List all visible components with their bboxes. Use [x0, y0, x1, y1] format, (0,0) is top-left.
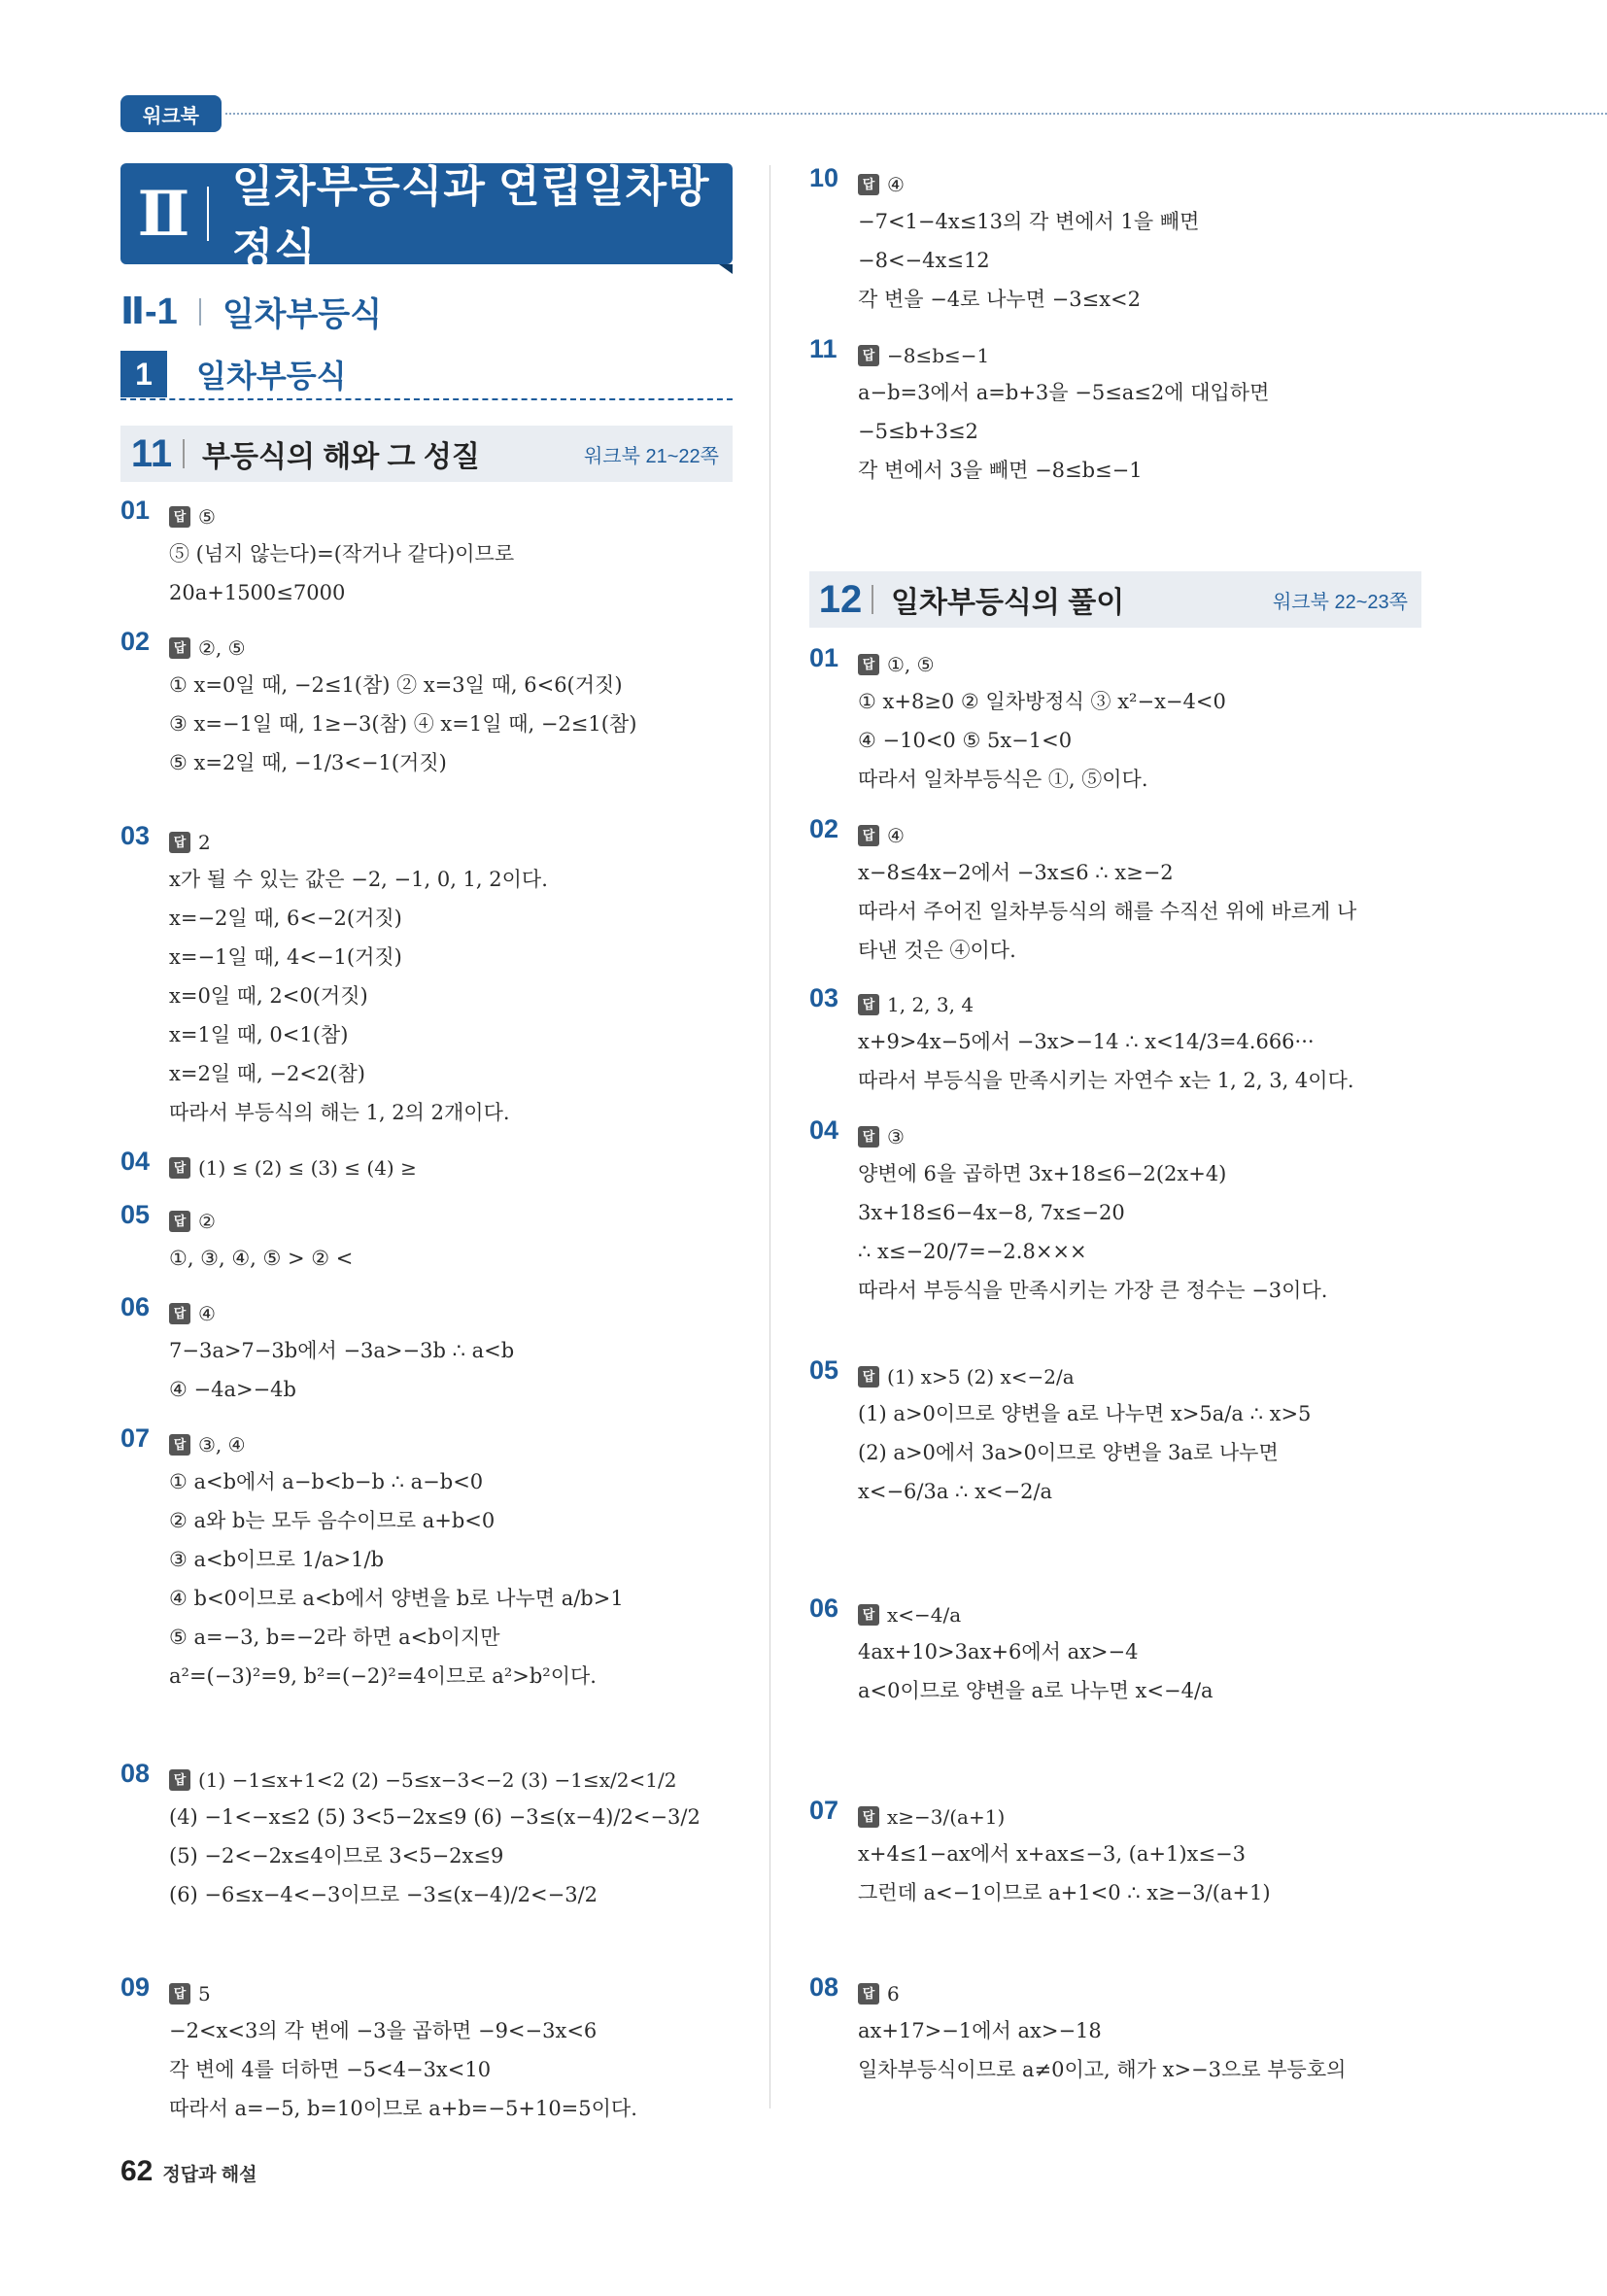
- solution-body: [169, 1239, 353, 1278]
- section-title: 일차부등식: [196, 359, 347, 394]
- answer-icon: 답: [858, 1604, 879, 1626]
- topic-pages: 워크북 22~23쪽: [1272, 591, 1408, 613]
- problem-answer: [858, 1974, 900, 2013]
- footer-label: 정답과 해설: [162, 2165, 257, 2185]
- header-dotted-line: [225, 113, 1607, 115]
- problem-answer: [169, 497, 216, 536]
- solution-line: ⑤ (넘지 않는다)=(작거나 같다)이므로: [169, 542, 515, 565]
- answer-text: (1) x>5 (2) x<−2/a: [887, 1365, 1075, 1388]
- answer-text: (1) ≤ (2) ≤ (3) ≤ (4) ≥: [198, 1156, 417, 1180]
- problem-answer: [858, 336, 989, 375]
- topic-number: 12: [818, 577, 863, 621]
- solution-line: ① x=0일 때, −2≤1(참) ② x=3일 때, 6<6(거짓): [169, 673, 623, 697]
- solution-line: x=1일 때, 0<1(참): [169, 1023, 349, 1046]
- problem-number: 10: [809, 163, 839, 192]
- solution-line: 일차부등식이므로 a≠0이고, 해가 x>−3으로 부등호의: [858, 2058, 1347, 2081]
- solution-body: [858, 1022, 1354, 1100]
- solution-line: a<0이므로 양변을 a로 나누면 x<−4/a: [858, 1679, 1214, 1702]
- problem-number: 05: [809, 1355, 839, 1385]
- header-tag: 워크북: [120, 95, 222, 132]
- problem-number: 08: [809, 1972, 839, 2002]
- answer-text: ④: [887, 824, 905, 847]
- topic-title: 일차부등식의 풀이: [891, 587, 1125, 619]
- answer-text: ④: [198, 1302, 216, 1325]
- answer-icon: 답: [858, 174, 879, 195]
- solution-line: ③ x=−1일 때, 1≥−3(참) ④ x=1일 때, −2≤1(참): [169, 712, 637, 736]
- solution-body: [169, 666, 636, 782]
- problem-answer: [858, 165, 905, 204]
- solution-body: [169, 534, 514, 612]
- answer-icon: 답: [169, 1157, 190, 1179]
- solution-line: 따라서 일차부등식은 ①, ⑤이다.: [858, 768, 1148, 791]
- problem-answer: [858, 1798, 1005, 1836]
- solution-line: 각 변에 4를 더하면 −5<4−3x<10: [169, 2058, 492, 2081]
- problem-answer: [169, 1202, 216, 1241]
- solution-line: 양변에 6을 곱하면 3x+18≤6−2(2x+4): [858, 1162, 1227, 1185]
- solution-body: [858, 1632, 1214, 1710]
- solution-line: (5) −2<−2x≤4이므로 3<5−2x≤9: [169, 1844, 504, 1868]
- solution-line: x=0일 때, 2<0(거짓): [169, 984, 368, 1008]
- answer-icon: 답: [858, 1366, 879, 1388]
- problem-number: 08: [120, 1759, 151, 1788]
- answer-text: x<−4/a: [887, 1603, 962, 1627]
- answer-text: (1) −1≤x+1<2 (2) −5≤x−3<−2 (3) −1≤x/2<1/2: [198, 1768, 677, 1792]
- solution-body: [858, 682, 1226, 799]
- problem-answer: [169, 1761, 676, 1799]
- chapter-banner: [120, 163, 733, 273]
- answer-icon: 답: [169, 1434, 190, 1456]
- solution-body: [858, 1834, 1271, 1912]
- solution-body: [169, 1462, 624, 1696]
- answer-text: 5: [198, 1982, 211, 2005]
- subchapter-number: Ⅱ-1: [120, 291, 178, 332]
- problem-number: 06: [120, 1292, 151, 1321]
- problem-answer: [169, 1294, 216, 1333]
- solution-line: ⑤ x=2일 때, −1/3<−1(거짓): [169, 751, 447, 774]
- topic-separator: [183, 439, 185, 468]
- solution-line: ① a<b에서 a−b<b−b ∴ a−b<0: [169, 1470, 484, 1493]
- solution-line: (1) a>0이므로 양변을 a로 나누면 x>5a/a ∴ x>5: [858, 1402, 1312, 1425]
- answer-icon: 답: [169, 637, 190, 659]
- answer-icon: 답: [858, 825, 879, 846]
- section-heading: [120, 350, 733, 400]
- solution-line: x=−2일 때, 6<−2(거짓): [169, 907, 402, 930]
- answer-icon: 답: [858, 654, 879, 675]
- answer-text: 6: [887, 1982, 900, 2005]
- solution-line: 따라서 a=−5, b=10이므로 a+b=−5+10=5이다.: [169, 2097, 637, 2120]
- problem-answer: [858, 1595, 961, 1634]
- solution-line: ① x+8≥0 ② 일차방정식 ③ x²−x−4<0: [858, 690, 1226, 713]
- solution-line: x−8≤4x−2에서 −3x≤6 ∴ x≥−2: [858, 861, 1174, 884]
- problem-answer: [858, 816, 905, 855]
- answer-text: ⑤: [198, 505, 216, 529]
- answer-text: ②, ⑤: [198, 636, 246, 660]
- solution-line: 4ax+10>3ax+6에서 ax>−4: [858, 1640, 1139, 1663]
- answer-text: ③: [887, 1125, 905, 1148]
- answer-text: ②: [198, 1210, 216, 1233]
- problem-number: 01: [120, 496, 151, 525]
- problem-answer: [169, 1425, 246, 1464]
- problem-number: 04: [120, 1147, 151, 1176]
- problem-answer: [858, 1117, 905, 1156]
- solution-body: [858, 373, 1269, 490]
- solution-line: ①, ③, ④, ⑤ > ② <: [169, 1247, 354, 1270]
- subchapter-heading: [120, 288, 382, 335]
- problem-number: 01: [809, 643, 839, 672]
- column-divider: [769, 165, 770, 2108]
- answer-icon: 답: [858, 345, 879, 366]
- answer-text: ①, ⑤: [887, 653, 935, 676]
- solution-line: ② a와 b는 모두 음수이므로 a+b<0: [169, 1509, 496, 1532]
- solution-line: (4) −1<−x≤2 (5) 3<5−2x≤9 (6) −3≤(x−4)/2<−3/2: [169, 1805, 701, 1829]
- solution-line: 따라서 주어진 일차부등식의 해를 수직선 위에 바르게 나: [858, 900, 1357, 923]
- topic-title: 부등식의 해와 그 성질: [202, 441, 480, 473]
- problem-number: 03: [809, 983, 839, 1012]
- solution-body: [169, 1798, 701, 1914]
- solution-line: 그런데 a<−1이므로 a+1<0 ∴ x≥−3/(a+1): [858, 1881, 1271, 1904]
- solution-line: ④ b<0이므로 a<b에서 양변을 b로 나누면 a/b>1: [169, 1587, 624, 1610]
- solution-line: 타낸 것은 ④이다.: [858, 939, 1016, 962]
- solution-body: [858, 853, 1356, 970]
- topic-12-header: [809, 571, 1421, 628]
- answer-icon: 답: [169, 1769, 190, 1791]
- problem-number: 03: [120, 821, 151, 850]
- answer-icon: 답: [169, 1211, 190, 1232]
- problem-number: 06: [809, 1593, 839, 1623]
- answer-text: ③, ④: [198, 1433, 246, 1456]
- answer-icon: 답: [858, 1126, 879, 1148]
- problem-answer: [858, 645, 935, 684]
- answer-text: −8≤b≤−1: [887, 344, 990, 367]
- solution-line: −2<x<3의 각 변에 −3을 곱하면 −9<−3x<6: [169, 2019, 598, 2042]
- solution-line: 각 변을 −4로 나누면 −3≤x<2: [858, 288, 1142, 311]
- problem-answer: [169, 1148, 417, 1187]
- topic-pages: 워크북 21~22쪽: [583, 445, 719, 467]
- solution-line: x가 될 수 있는 값은 −2, −1, 0, 1, 2이다.: [169, 868, 548, 891]
- answer-icon: 답: [169, 506, 190, 528]
- solution-line: −7<1−4x≤13의 각 변에서 1을 빼면: [858, 210, 1200, 233]
- answer-icon: 답: [169, 1303, 190, 1324]
- solution-body: [169, 1331, 514, 1409]
- solution-line: 20a+1500≤7000: [169, 581, 346, 604]
- problem-number: 04: [809, 1115, 839, 1145]
- problem-number: 05: [120, 1200, 151, 1229]
- chapter-title: 일차부등식과 연립일차방정식: [231, 163, 710, 273]
- problem-number: 02: [809, 814, 839, 843]
- problem-answer: [169, 823, 211, 862]
- solution-line: 따라서 부등식을 만족시키는 자연수 x는 1, 2, 3, 4이다.: [858, 1069, 1354, 1092]
- topic-11-header: [120, 426, 733, 482]
- solution-line: ④ −10<0 ⑤ 5x−1<0: [858, 729, 1073, 752]
- solution-line: ∴ x≤−20/7=−2.8×××: [858, 1240, 1087, 1263]
- problem-number: 07: [120, 1423, 151, 1453]
- solution-line: −8<−4x≤12: [858, 249, 990, 272]
- solution-line: −5≤b+3≤2: [858, 420, 978, 443]
- solution-line: 각 변에서 3을 빼면 −8≤b≤−1: [858, 459, 1143, 482]
- solution-body: [858, 202, 1199, 319]
- banner-fold: [719, 264, 733, 274]
- problem-number: 11: [809, 334, 838, 363]
- solution-line: a−b=3에서 a=b+3을 −5≤a≤2에 대입하면: [858, 381, 1270, 404]
- solution-line: (2) a>0에서 3a>0이므로 양변을 3a로 나누면: [858, 1441, 1279, 1464]
- subchapter-separator: [199, 298, 201, 326]
- chapter-separator: [207, 187, 209, 241]
- problem-number: 02: [120, 627, 151, 656]
- answer-text: x≥−3/(a+1): [887, 1805, 1006, 1829]
- solution-body: [858, 2011, 1346, 2089]
- answer-text: 2: [198, 831, 211, 854]
- solution-line: ④ −4a>−4b: [169, 1378, 296, 1401]
- problem-number: 09: [120, 1972, 151, 2002]
- problem-number: 07: [809, 1796, 839, 1825]
- page-number: 62: [120, 2155, 154, 2187]
- problem-answer: [169, 1974, 211, 2013]
- topic-number: 11: [130, 431, 173, 475]
- answer-text: 1, 2, 3, 4: [887, 993, 974, 1016]
- solution-line: ③ a<b이므로 1/a>1/b: [169, 1548, 385, 1571]
- answer-icon: 답: [169, 1983, 190, 2005]
- solution-line: 7−3a>7−3b에서 −3a>−3b ∴ a<b: [169, 1339, 515, 1362]
- solution-line: 3x+18≤6−4x−8, 7x≤−20: [858, 1201, 1125, 1224]
- solution-line: ax+17>−1에서 ax>−18: [858, 2019, 1102, 2042]
- solution-line: 따라서 부등식의 해는 1, 2의 2개이다.: [169, 1101, 510, 1124]
- solution-line: a²=(−3)²=9, b²=(−2)²=4이므로 a²>b²이다.: [169, 1664, 597, 1688]
- solution-line: (6) −6≤x−4<−3이므로 −3≤(x−4)/2<−3/2: [169, 1883, 598, 1906]
- solution-line: x=2일 때, −2<2(참): [169, 1062, 365, 1085]
- answer-icon: 답: [858, 1806, 879, 1828]
- page-footer: [120, 2155, 256, 2188]
- solution-line: x=−1일 때, 4<−1(거짓): [169, 945, 402, 969]
- solution-body: [169, 860, 548, 1132]
- problem-answer: [169, 629, 246, 668]
- answer-icon: 답: [858, 1983, 879, 2005]
- solution-body: [858, 1394, 1311, 1511]
- solution-line: x+9>4x−5에서 −3x>−14 ∴ x<14/3=4.666···: [858, 1030, 1315, 1053]
- section-number: 1: [120, 351, 167, 397]
- answer-text: ④: [887, 173, 905, 196]
- problem-answer: [858, 1357, 1075, 1396]
- solution-line: x+4≤1−ax에서 x+ax≤−3, (a+1)x≤−3: [858, 1842, 1246, 1866]
- solution-body: [169, 2011, 637, 2128]
- topic-separator: [872, 585, 873, 614]
- subchapter-title: 일차부등식: [222, 296, 383, 333]
- solution-line: ⑤ a=−3, b=−2라 하면 a<b이지만: [169, 1626, 500, 1649]
- solution-line: 따라서 부등식을 만족시키는 가장 큰 정수는 −3이다.: [858, 1279, 1328, 1302]
- answer-icon: 답: [858, 994, 879, 1015]
- solution-line: x<−6/3a ∴ x<−2/a: [858, 1480, 1053, 1503]
- chapter-number: Ⅱ: [137, 177, 190, 251]
- solution-body: [858, 1154, 1327, 1310]
- problem-answer: [858, 985, 974, 1024]
- answer-icon: 답: [169, 832, 190, 853]
